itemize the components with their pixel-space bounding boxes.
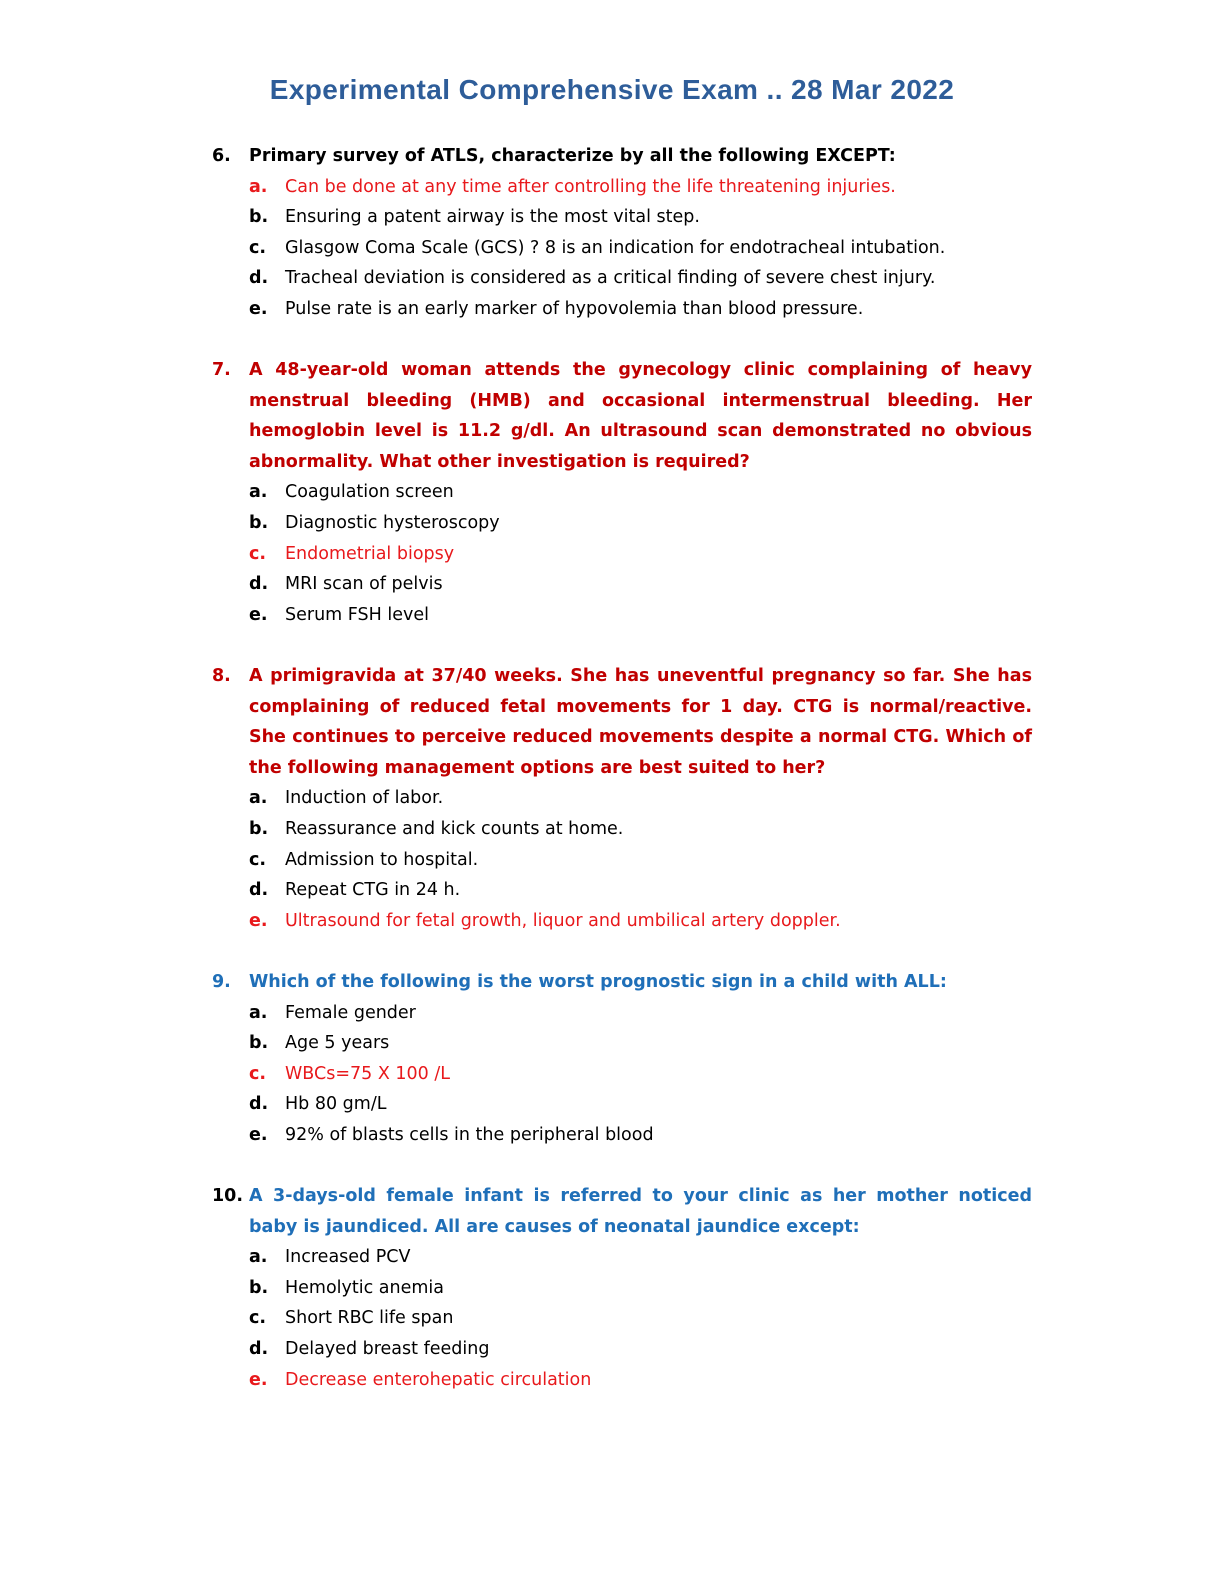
option-a [212, 783, 1032, 814]
option-text: Tracheal deviation is considered as a critical finding of severe chest injury. [285, 268, 936, 289]
option-e [212, 294, 1032, 325]
option-d [212, 263, 1032, 294]
option-letter: c. [249, 1308, 267, 1329]
option-text: Female gender [285, 1002, 416, 1023]
option-d [212, 875, 1032, 906]
option-e [212, 1120, 1032, 1151]
option-letter: c. [249, 543, 267, 564]
option-c [212, 539, 1032, 570]
option-text: Glasgow Coma Scale (GCS) ? 8 is an indication for endotracheal intubation. [285, 237, 946, 258]
option-letter: c. [249, 849, 267, 870]
option-text: Can be done at any time after controlling the life threatening injuries. [285, 176, 896, 197]
option-text: WBCs=75 X 100 /L [285, 1063, 450, 1084]
option-a [212, 172, 1032, 203]
option-b [212, 1028, 1032, 1059]
option-e [212, 600, 1032, 631]
question-number: 9. [212, 972, 231, 992]
option-text: Induction of labor. [285, 788, 444, 809]
option-text: Ensuring a patent airway is the most vital step. [285, 207, 700, 228]
option-text: Repeat CTG in 24 h. [285, 880, 461, 901]
option-c [212, 1059, 1032, 1090]
option-text: Decrease enterohepatic circulation [285, 1369, 592, 1390]
option-text: Hemolytic anemia [285, 1277, 445, 1298]
option-text: Ultrasound for fetal growth, liquor and umbilical artery doppler. [285, 910, 841, 931]
option-b [212, 202, 1032, 233]
option-letter: b. [249, 512, 269, 533]
option-b [212, 814, 1032, 845]
option-d [212, 1089, 1032, 1120]
option-letter: e. [249, 298, 268, 319]
option-letter: e. [249, 1124, 268, 1145]
option-letter: e. [249, 604, 268, 625]
option-text: 92% of blasts cells in the peripheral blood [285, 1124, 654, 1145]
option-letter: b. [249, 1277, 269, 1298]
option-list [212, 477, 1032, 630]
option-letter: a. [249, 788, 268, 809]
question-text: A 48-year-old woman attends the gynecology clinic complaining of heavy menstrual bleeding (HMB) and occasional intermenstrual bleeding. Her hemoglobin level is 11.2 g/dl. An ultrasound scan demonstrated no obvious abnormality. What other investigation is required? [249, 360, 1032, 472]
option-e [212, 906, 1032, 937]
option-letter: e. [249, 1369, 268, 1390]
question-stem [212, 355, 1032, 477]
question-text: Which of the following is the worst prognostic sign in a child with ALL: [249, 972, 947, 992]
option-d [212, 1334, 1032, 1365]
option-c [212, 233, 1032, 264]
question-stem [212, 967, 1032, 998]
option-text: Diagnostic hysteroscopy [285, 512, 500, 533]
option-letter: a. [249, 482, 268, 503]
question-7 [212, 355, 1032, 630]
question-10 [212, 1181, 1032, 1395]
option-a [212, 998, 1032, 1029]
option-letter: c. [249, 1063, 267, 1084]
question-8 [212, 661, 1032, 936]
option-text: Hb 80 gm/L [285, 1094, 387, 1115]
option-letter: c. [249, 237, 267, 258]
option-c [212, 845, 1032, 876]
option-letter: b. [249, 1033, 269, 1054]
option-text: Reassurance and kick counts at home. [285, 818, 624, 839]
option-a [212, 1242, 1032, 1273]
option-letter: e. [249, 910, 268, 931]
page-title: Experimental Comprehensive Exam .. 28 Mar 2022 [269, 74, 955, 105]
option-letter: d. [249, 1094, 269, 1115]
option-e [212, 1365, 1032, 1396]
option-b [212, 1273, 1032, 1304]
question-9 [212, 967, 1032, 1151]
option-text: Short RBC life span [285, 1308, 454, 1329]
option-letter: a. [249, 1002, 268, 1023]
option-text: Admission to hospital. [285, 849, 479, 870]
question-number: 6. [212, 146, 231, 166]
question-number: 7. [212, 360, 231, 380]
option-text: MRI scan of pelvis [285, 574, 443, 595]
option-a [212, 477, 1032, 508]
question-text: A primigravida at 37/40 weeks. She has uneventful pregnancy so far. She has complaining of reduced fetal movements for 1 day. CTG is normal/reactive. She continues to perceive reduced movements despite a normal CTG. Which of the following management options are best suited to her? [249, 666, 1032, 778]
option-list [212, 998, 1032, 1151]
question-text: A 3-days-old female infant is referred to your clinic as her mother noticed baby is jaundiced. All are causes of neonatal jaundice except: [249, 1186, 1032, 1237]
question-stem [212, 1181, 1032, 1242]
question-6 [212, 141, 1032, 325]
question-number: 10. [212, 1186, 244, 1206]
option-text: Age 5 years [285, 1033, 390, 1054]
option-letter: d. [249, 574, 269, 595]
option-list [212, 172, 1032, 325]
option-list [212, 783, 1032, 936]
option-c [212, 1303, 1032, 1334]
option-letter: d. [249, 1338, 269, 1359]
option-text: Delayed breast feeding [285, 1338, 490, 1359]
option-letter: a. [249, 176, 268, 197]
option-d [212, 569, 1032, 600]
option-letter: d. [249, 268, 269, 289]
option-b [212, 508, 1032, 539]
option-letter: b. [249, 207, 269, 228]
option-letter: d. [249, 880, 269, 901]
question-text: Primary survey of ATLS, characterize by all the following EXCEPT: [249, 146, 896, 166]
option-text: Endometrial biopsy [285, 543, 455, 564]
option-text: Serum FSH level [285, 604, 429, 625]
option-letter: b. [249, 818, 269, 839]
option-text: Coagulation screen [285, 482, 454, 503]
option-text: Pulse rate is an early marker of hypovolemia than blood pressure. [285, 298, 864, 319]
option-list [212, 1242, 1032, 1395]
question-stem [212, 661, 1032, 783]
question-stem [212, 141, 1032, 172]
option-letter: a. [249, 1247, 268, 1268]
question-number: 8. [212, 666, 231, 686]
option-text: Increased PCV [285, 1247, 411, 1268]
